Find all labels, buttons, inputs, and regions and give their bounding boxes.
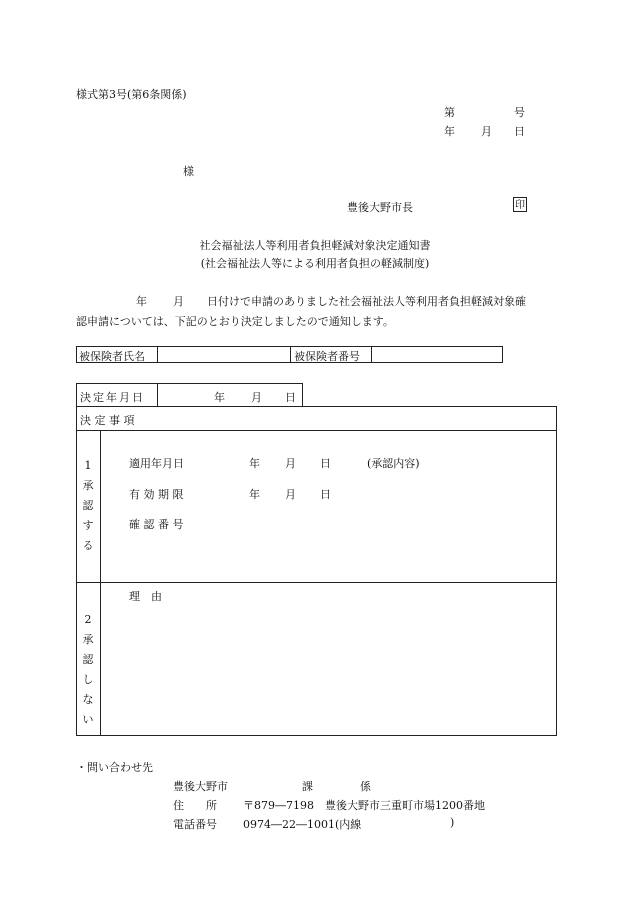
date-day: 日 (514, 125, 525, 138)
insured-number-label: 被保険者番号 (294, 350, 360, 363)
decision-items-label: 決 定 事 項 (80, 414, 135, 427)
reject-char: い (82, 713, 94, 726)
contact-kakari: 係 (360, 780, 371, 793)
divider (76, 582, 557, 583)
divider (290, 346, 291, 363)
divider (157, 383, 158, 407)
decision-date-label: 決定年月日 (80, 391, 145, 404)
reject-char: 2 (84, 613, 92, 626)
approve-char: 1 (84, 459, 92, 472)
doc-number-go: 号 (514, 106, 525, 119)
decision-date-month: 月 (251, 391, 262, 404)
applicable-day: 日 (320, 457, 331, 470)
approve-char: 認 (82, 499, 94, 512)
divider (100, 430, 101, 736)
validity-month: 月 (285, 488, 296, 501)
issuer-title: 豊後大野市長 (347, 201, 413, 214)
contact-ka: 課 (302, 780, 313, 793)
approval-content-label: (承認内容) (367, 457, 420, 470)
divider (76, 430, 557, 431)
applicable-date-label: 適用年月日 (129, 457, 184, 470)
reason-label: 理 由 (129, 590, 162, 603)
document-title: 社会福祉法人等利用者負担軽減対象決定通知書 (199, 239, 431, 252)
phone-label: 電話番号 (173, 818, 217, 831)
applicable-month: 月 (285, 457, 296, 470)
approve-char: る (82, 539, 94, 552)
confirmation-number-label: 確 認 番 号 (129, 518, 184, 531)
doc-number-dai: 第 (444, 106, 455, 119)
date-month: 月 (481, 125, 492, 138)
body-month: 月 (173, 295, 184, 308)
address-value: 〒879―7198 豊後大野市三重町市場1200番地 (243, 799, 485, 812)
validity-day: 日 (320, 488, 331, 501)
reject-char: な (82, 693, 94, 706)
contact-city: 豊後大野市 (173, 780, 228, 793)
reject-char: 承 (82, 633, 94, 646)
body-line2: 認申請については、下記のとおり決定しましたので通知します。 (76, 315, 394, 328)
body-year: 年 (136, 295, 147, 308)
divider (157, 346, 158, 363)
decision-date-year: 年 (214, 391, 225, 404)
reject-char: 認 (82, 653, 94, 666)
approve-char: 承 (82, 479, 94, 492)
validity-label: 有 効 期 限 (129, 488, 184, 501)
contact-heading: ・問い合わせ先 (76, 761, 153, 774)
phone-close: ) (450, 816, 455, 829)
official-seal: 印 (513, 197, 527, 212)
approve-char: す (82, 519, 94, 532)
body-line1: 日付けで申請のありました社会福祉法人等利用者負担軽減対象確 (207, 295, 526, 308)
decision-date-day: 日 (285, 391, 296, 404)
divider (371, 346, 372, 363)
phone-value: 0974―22―1001(内線 (243, 818, 362, 831)
validity-year: 年 (249, 488, 260, 501)
insured-name-label: 被保険者氏名 (79, 350, 145, 363)
form-number: 様式第3号(第6条関係) (76, 88, 187, 101)
date-year: 年 (444, 125, 455, 138)
applicable-year: 年 (249, 457, 260, 470)
document-subtitle: (社会福祉法人等による利用者負担の軽減制度) (200, 257, 430, 270)
addressee-suffix: 様 (183, 165, 194, 178)
reject-char: し (82, 673, 94, 686)
approve-vertical-label (78, 456, 98, 556)
address-label: 住 所 (173, 799, 217, 812)
reject-vertical-label (78, 610, 98, 730)
